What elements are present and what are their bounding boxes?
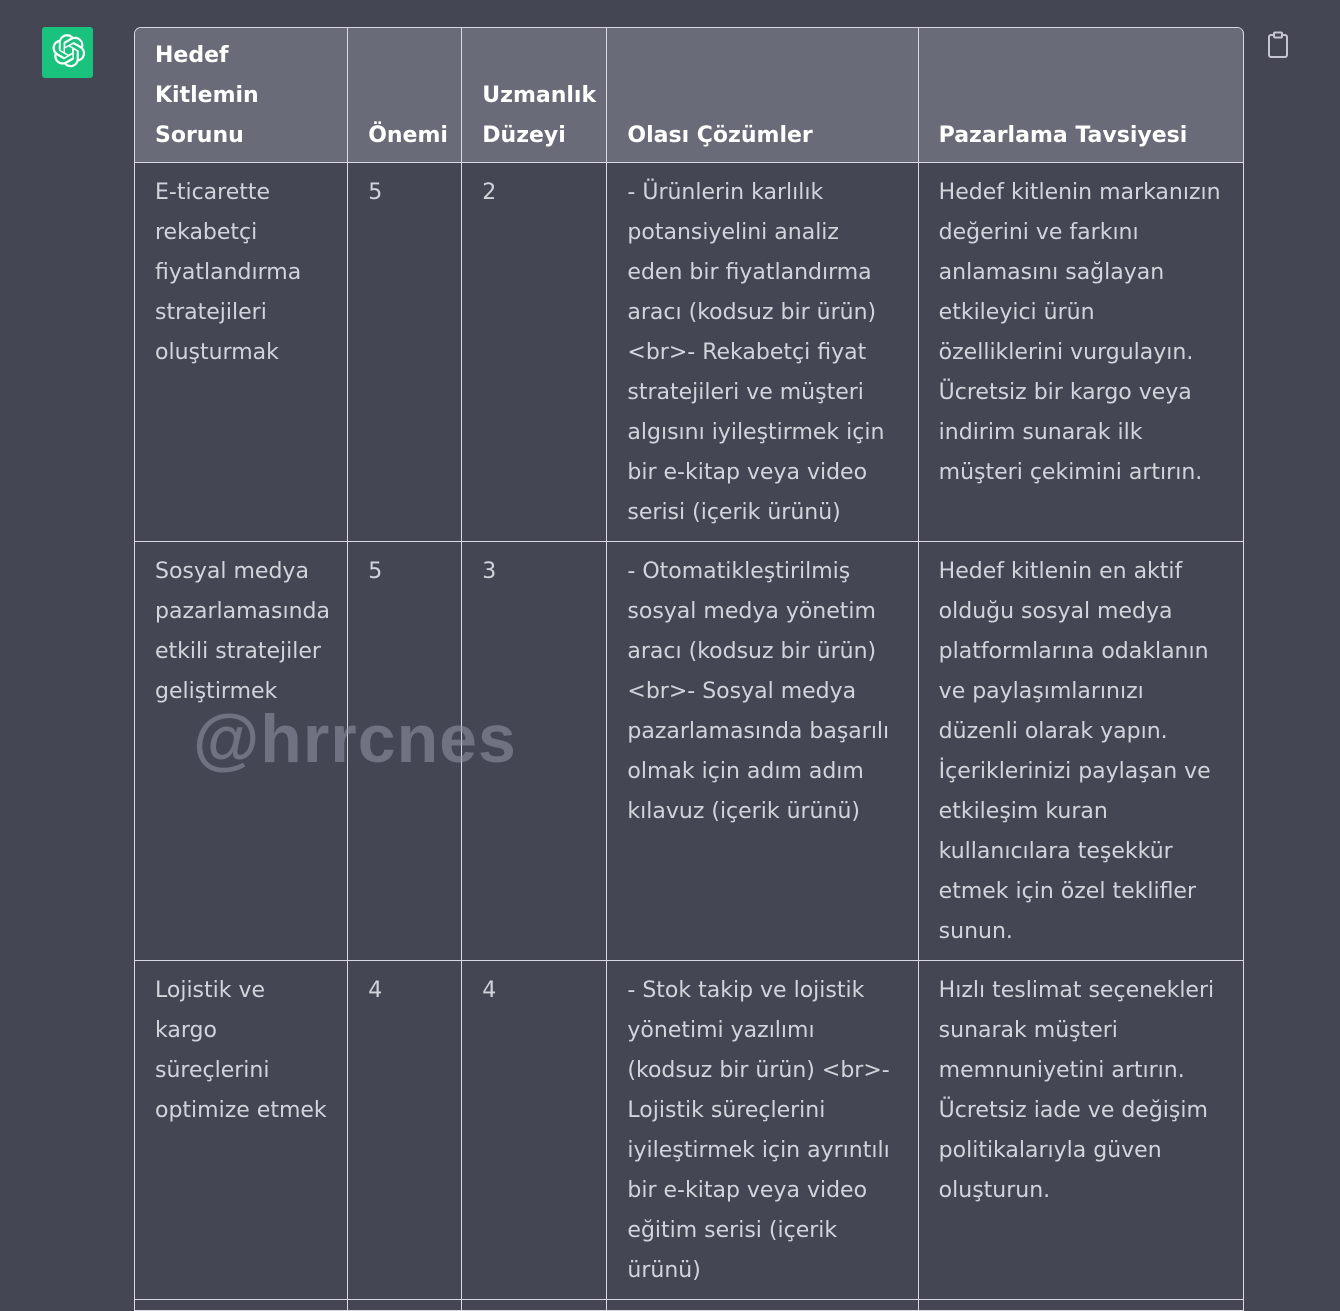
- cell-marketing: Hızlı teslimat seçenekleri sunarak müşteri memnuniyetini artırın. Ücretsiz iade ve değişim politikalarıyla güven oluşturun.: [919, 961, 1244, 1300]
- cell-empty: [135, 1300, 348, 1311]
- cell-marketing: Hedef kitlenin en aktif olduğu sosyal medya platformlarına odaklanın ve paylaşımlarınızı düzenli olarak yapın. İçeriklerinizi paylaşan ve etkileşim kuran kullanıcılara teşekkür etmek için özel teklifler sunun.: [919, 542, 1244, 961]
- table-row: [135, 163, 1244, 542]
- response-table-container: [134, 27, 1244, 1311]
- table-row-partial: [135, 1300, 1244, 1311]
- watermark: @hrrcnes: [193, 701, 517, 777]
- cell-empty: [348, 1300, 462, 1311]
- response-table: [134, 27, 1244, 1311]
- cell-expertise: 2: [462, 163, 607, 542]
- cell-problem: E-ticarette rekabetçi fiyatlandırma stratejileri oluşturmak: [135, 163, 348, 542]
- cell-empty: [462, 1300, 607, 1311]
- cell-expertise: 4: [462, 961, 607, 1300]
- table-header-row: [135, 28, 1244, 163]
- cell-empty: [919, 1300, 1244, 1311]
- assistant-avatar: [42, 27, 93, 78]
- cell-solutions: - Ürünlerin karlılık potansiyelini analiz eden bir fiyatlandırma aracı (kodsuz bir ürün) <br>- Rekabetçi fiyat stratejileri ve müşteri algısını iyileştirmek için bir e-kitap veya video serisi (içerik ürünü): [607, 163, 918, 542]
- cell-importance: 5: [348, 163, 462, 542]
- header-importance: Önemi: [348, 28, 462, 163]
- clipboard-icon: [1266, 31, 1290, 63]
- cell-solutions: - Otomatikleştirilmiş sosyal medya yönetim aracı (kodsuz bir ürün) <br>- Sosyal medya pazarlamasında başarılı olmak için adım adım kılavuz (içerik ürünü): [607, 542, 918, 961]
- header-solutions: Olası Çözümler: [607, 28, 918, 163]
- copy-button[interactable]: [1264, 31, 1292, 63]
- cell-importance: 4: [348, 961, 462, 1300]
- cell-empty: [607, 1300, 918, 1311]
- openai-logo-icon: [50, 33, 86, 73]
- cell-marketing: Hedef kitlenin markanızın değerini ve farkını anlamasını sağlayan etkileyici ürün özelliklerini vurgulayın. Ücretsiz bir kargo veya indirim sunarak ilk müşteri çekimini artırın.: [919, 163, 1244, 542]
- cell-problem: Lojistik ve kargo süreçlerini optimize etmek: [135, 961, 348, 1300]
- cell-solutions: - Stok takip ve lojistik yönetimi yazılımı (kodsuz bir ürün) <br>- Lojistik süreçlerini iyileştirmek için ayrıntılı bir e-kitap veya video eğitim serisi (içerik ürünü): [607, 961, 918, 1300]
- header-expertise: Uzmanlık Düzeyi: [462, 28, 607, 163]
- cell-importance: 5: [348, 542, 462, 961]
- header-marketing: Pazarlama Tavsiyesi: [919, 28, 1244, 163]
- table-row: [135, 961, 1244, 1300]
- table-row: [135, 542, 1244, 961]
- cell-expertise: 3: [462, 542, 607, 961]
- cell-problem: Sosyal medya pazarlamasında etkili stratejiler geliştirmek: [135, 542, 348, 961]
- header-problem: Hedef Kitlemin Sorunu: [135, 28, 348, 163]
